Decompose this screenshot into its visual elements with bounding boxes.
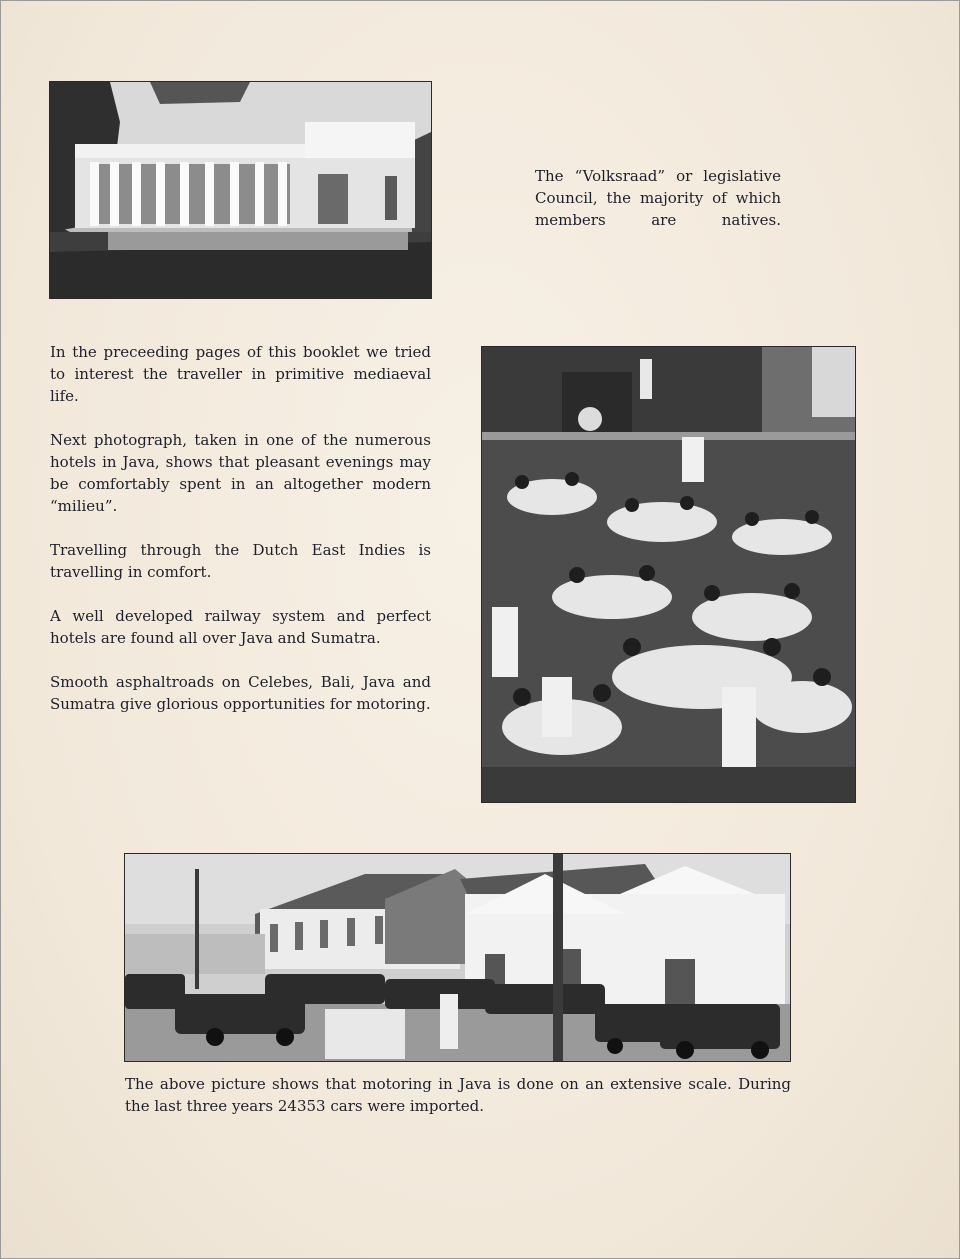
paragraph-next-photograph: Next photograph, taken in one of the numerous hotels in Java, shows that pleasant evenings may be comfortably spent in an altogether modern “milieu”. [50, 431, 431, 515]
paragraph-asphaltroads: Smooth asphaltroads on Celebes, Bali, Java and Sumatra give glorious opportunities for motoring. [50, 673, 431, 713]
street-cars-photo [124, 853, 791, 1062]
volksraad-photo [49, 81, 432, 299]
body-text [50, 341, 431, 715]
hotel-dinner-photo [481, 346, 856, 803]
paragraph-travelling: Travelling through the Dutch East Indies is travelling in comfort. [50, 541, 431, 581]
volksraad-caption: The “Volksraad” or legislative Council, the majority of which members are natives. [535, 167, 781, 229]
street-caption: The above picture shows that motoring in Java is done on an extensive scale. During the last three years 24353 cars were imported. [125, 1075, 791, 1115]
paragraph-preceeding: In the preceeding pages of this booklet we tried to interest the traveller in primitive mediaeval life. [50, 343, 431, 405]
show-through [206, 49, 926, 79]
paragraph-railway: A well developed railway system and perfect hotels are found all over Java and Sumatra. [50, 607, 431, 647]
